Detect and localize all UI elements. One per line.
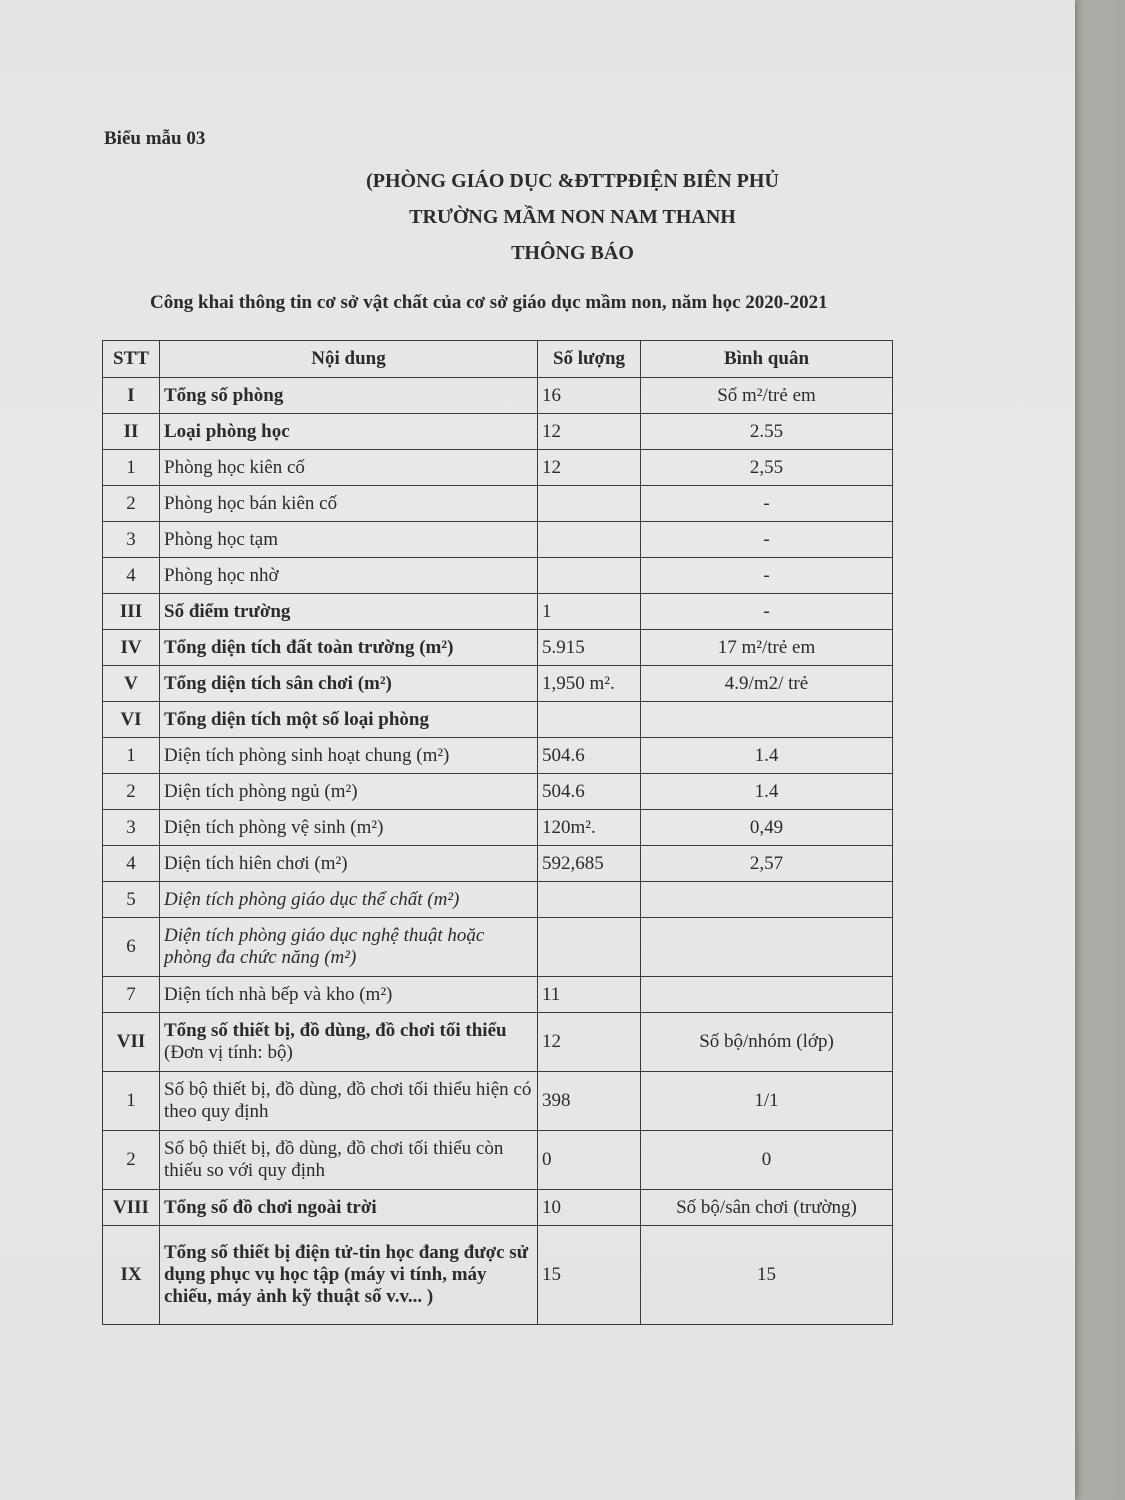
row-quantity — [538, 522, 641, 558]
row-content: Diện tích phòng sinh hoạt chung (m²) — [160, 738, 538, 774]
row-stt: IX — [103, 1226, 160, 1325]
row-quantity: 1 — [538, 594, 641, 630]
table-row — [103, 810, 893, 846]
row-content — [160, 1013, 538, 1072]
row-quantity: 12 — [538, 414, 641, 450]
row-average: 0,49 — [641, 810, 893, 846]
table-row — [103, 1226, 893, 1325]
row-stt: V — [103, 666, 160, 702]
column-header-stt: STT — [103, 341, 160, 378]
row-quantity: 398 — [538, 1072, 641, 1131]
row-stt: 1 — [103, 1072, 160, 1131]
row-quantity: 592,685 — [538, 846, 641, 882]
row-quantity — [538, 558, 641, 594]
table-row — [103, 630, 893, 666]
form-code: Biểu mẫu 03 — [104, 128, 206, 149]
row-quantity — [538, 882, 641, 918]
table-row — [103, 1072, 893, 1131]
row-quantity: 12 — [538, 450, 641, 486]
row-average: 4.9/m2/ trẻ — [641, 666, 893, 702]
row-content: Tổng số phòng — [160, 378, 538, 414]
row-average: 2.55 — [641, 414, 893, 450]
row-quantity: 5.915 — [538, 630, 641, 666]
row-quantity: 504.6 — [538, 738, 641, 774]
row-stt: 2 — [103, 774, 160, 810]
row-quantity: 15 — [538, 1226, 641, 1325]
row-stt: 4 — [103, 558, 160, 594]
row-average: 1.4 — [641, 738, 893, 774]
row-stt: 3 — [103, 522, 160, 558]
row-stt: IV — [103, 630, 160, 666]
row-stt: I — [103, 378, 160, 414]
row-stt: 6 — [103, 918, 160, 977]
row-content: Diện tích phòng giáo dục nghệ thuật hoặc phòng đa chức năng (m²) — [160, 918, 538, 977]
row-stt: II — [103, 414, 160, 450]
row-average — [641, 918, 893, 977]
row-stt: 1 — [103, 738, 160, 774]
column-header-content: Nội dung — [160, 341, 538, 378]
row-average: 0 — [641, 1131, 893, 1190]
row-average: 15 — [641, 1226, 893, 1325]
table-row — [103, 558, 893, 594]
row-quantity: 504.6 — [538, 774, 641, 810]
row-average: 2,57 — [641, 846, 893, 882]
row-quantity: 10 — [538, 1190, 641, 1226]
row-average: 1.4 — [641, 774, 893, 810]
row-quantity: 120m². — [538, 810, 641, 846]
row-stt: VIII — [103, 1190, 160, 1226]
row-content: Tổng số đồ chơi ngoài trời — [160, 1190, 538, 1226]
row-content: Tổng diện tích sân chơi (m²) — [160, 666, 538, 702]
table-header-row — [103, 341, 893, 378]
row-stt: VI — [103, 702, 160, 738]
row-average: - — [641, 486, 893, 522]
row-stt: 2 — [103, 1131, 160, 1190]
table-row — [103, 666, 893, 702]
row-average: Số bộ/sân chơi (trường) — [641, 1190, 893, 1226]
row-quantity — [538, 918, 641, 977]
table-row — [103, 1131, 893, 1190]
row-average: - — [641, 558, 893, 594]
row-content: Loại phòng học — [160, 414, 538, 450]
row-quantity: 0 — [538, 1131, 641, 1190]
row-content-unit: (Đơn vị tính: bộ) — [164, 1042, 293, 1063]
notice-subtitle: Công khai thông tin cơ sở vật chất của cơ sở giáo dục mầm non, năm học 2020-2021 — [150, 292, 828, 313]
row-content: Diện tích phòng ngủ (m²) — [160, 774, 538, 810]
row-average: - — [641, 594, 893, 630]
row-quantity — [538, 486, 641, 522]
row-content: Tổng diện tích đất toàn trường (m²) — [160, 630, 538, 666]
table-row — [103, 414, 893, 450]
row-content: Phòng học nhờ — [160, 558, 538, 594]
table-row — [103, 774, 893, 810]
row-content: Diện tích phòng giáo dục thể chất (m²) — [160, 882, 538, 918]
row-average: Số m²/trẻ em — [641, 378, 893, 414]
row-average: - — [641, 522, 893, 558]
row-content: Tổng diện tích một số loại phòng — [160, 702, 538, 738]
table-row — [103, 918, 893, 977]
row-content: Diện tích hiên chơi (m²) — [160, 846, 538, 882]
row-average — [641, 882, 893, 918]
table-row — [103, 882, 893, 918]
row-content: Số bộ thiết bị, đồ dùng, đồ chơi tối thiểu còn thiếu so với quy định — [160, 1131, 538, 1190]
row-quantity: 1,950 m². — [538, 666, 641, 702]
row-quantity: 16 — [538, 378, 641, 414]
table-row — [103, 702, 893, 738]
row-stt: 3 — [103, 810, 160, 846]
column-header-quantity: Số lượng — [538, 341, 641, 378]
table-row — [103, 1190, 893, 1226]
row-content-main: Tổng số thiết bị, đồ dùng, đồ chơi tối thiểu — [164, 1020, 507, 1042]
table-row — [103, 846, 893, 882]
row-average: 17 m²/trẻ em — [641, 630, 893, 666]
table-row — [103, 486, 893, 522]
row-content: Phòng học kiên cố — [160, 450, 538, 486]
row-average: Số bộ/nhóm (lớp) — [641, 1013, 893, 1072]
table-row — [103, 522, 893, 558]
row-content: Số điểm trường — [160, 594, 538, 630]
row-content: Tổng số thiết bị điện tử-tin học đang được sử dụng phục vụ học tập (máy vi tính, máy chiếu, máy ảnh kỹ thuật số v.v... ) — [160, 1226, 538, 1325]
row-stt: 7 — [103, 977, 160, 1013]
row-quantity — [538, 702, 641, 738]
table-row — [103, 977, 893, 1013]
row-stt: III — [103, 594, 160, 630]
row-quantity: 12 — [538, 1013, 641, 1072]
row-quantity: 11 — [538, 977, 641, 1013]
notice-title: THÔNG BÁO — [511, 242, 634, 264]
row-average — [641, 977, 893, 1013]
department-name: (PHÒNG GIÁO DỤC &ĐTTPĐIỆN BIÊN PHỦ — [366, 170, 779, 192]
row-stt: 5 — [103, 882, 160, 918]
row-content: Diện tích phòng vệ sinh (m²) — [160, 810, 538, 846]
row-content: Phòng học bán kiên cố — [160, 486, 538, 522]
row-average — [641, 702, 893, 738]
school-name: TRƯỜNG MẦM NON NAM THANH — [409, 206, 736, 228]
row-stt: 1 — [103, 450, 160, 486]
row-stt: 2 — [103, 486, 160, 522]
row-content: Số bộ thiết bị, đồ dùng, đồ chơi tối thiểu hiện có theo quy định — [160, 1072, 538, 1131]
row-content: Phòng học tạm — [160, 522, 538, 558]
row-stt: 4 — [103, 846, 160, 882]
table-row — [103, 594, 893, 630]
row-average: 1/1 — [641, 1072, 893, 1131]
table-row — [103, 1013, 893, 1072]
table-row — [103, 378, 893, 414]
table-row — [103, 450, 893, 486]
row-content: Diện tích nhà bếp và kho (m²) — [160, 977, 538, 1013]
facilities-table — [102, 340, 893, 1325]
column-header-average: Bình quân — [641, 341, 893, 378]
row-stt: VII — [103, 1013, 160, 1072]
row-average: 2,55 — [641, 450, 893, 486]
table-row — [103, 738, 893, 774]
